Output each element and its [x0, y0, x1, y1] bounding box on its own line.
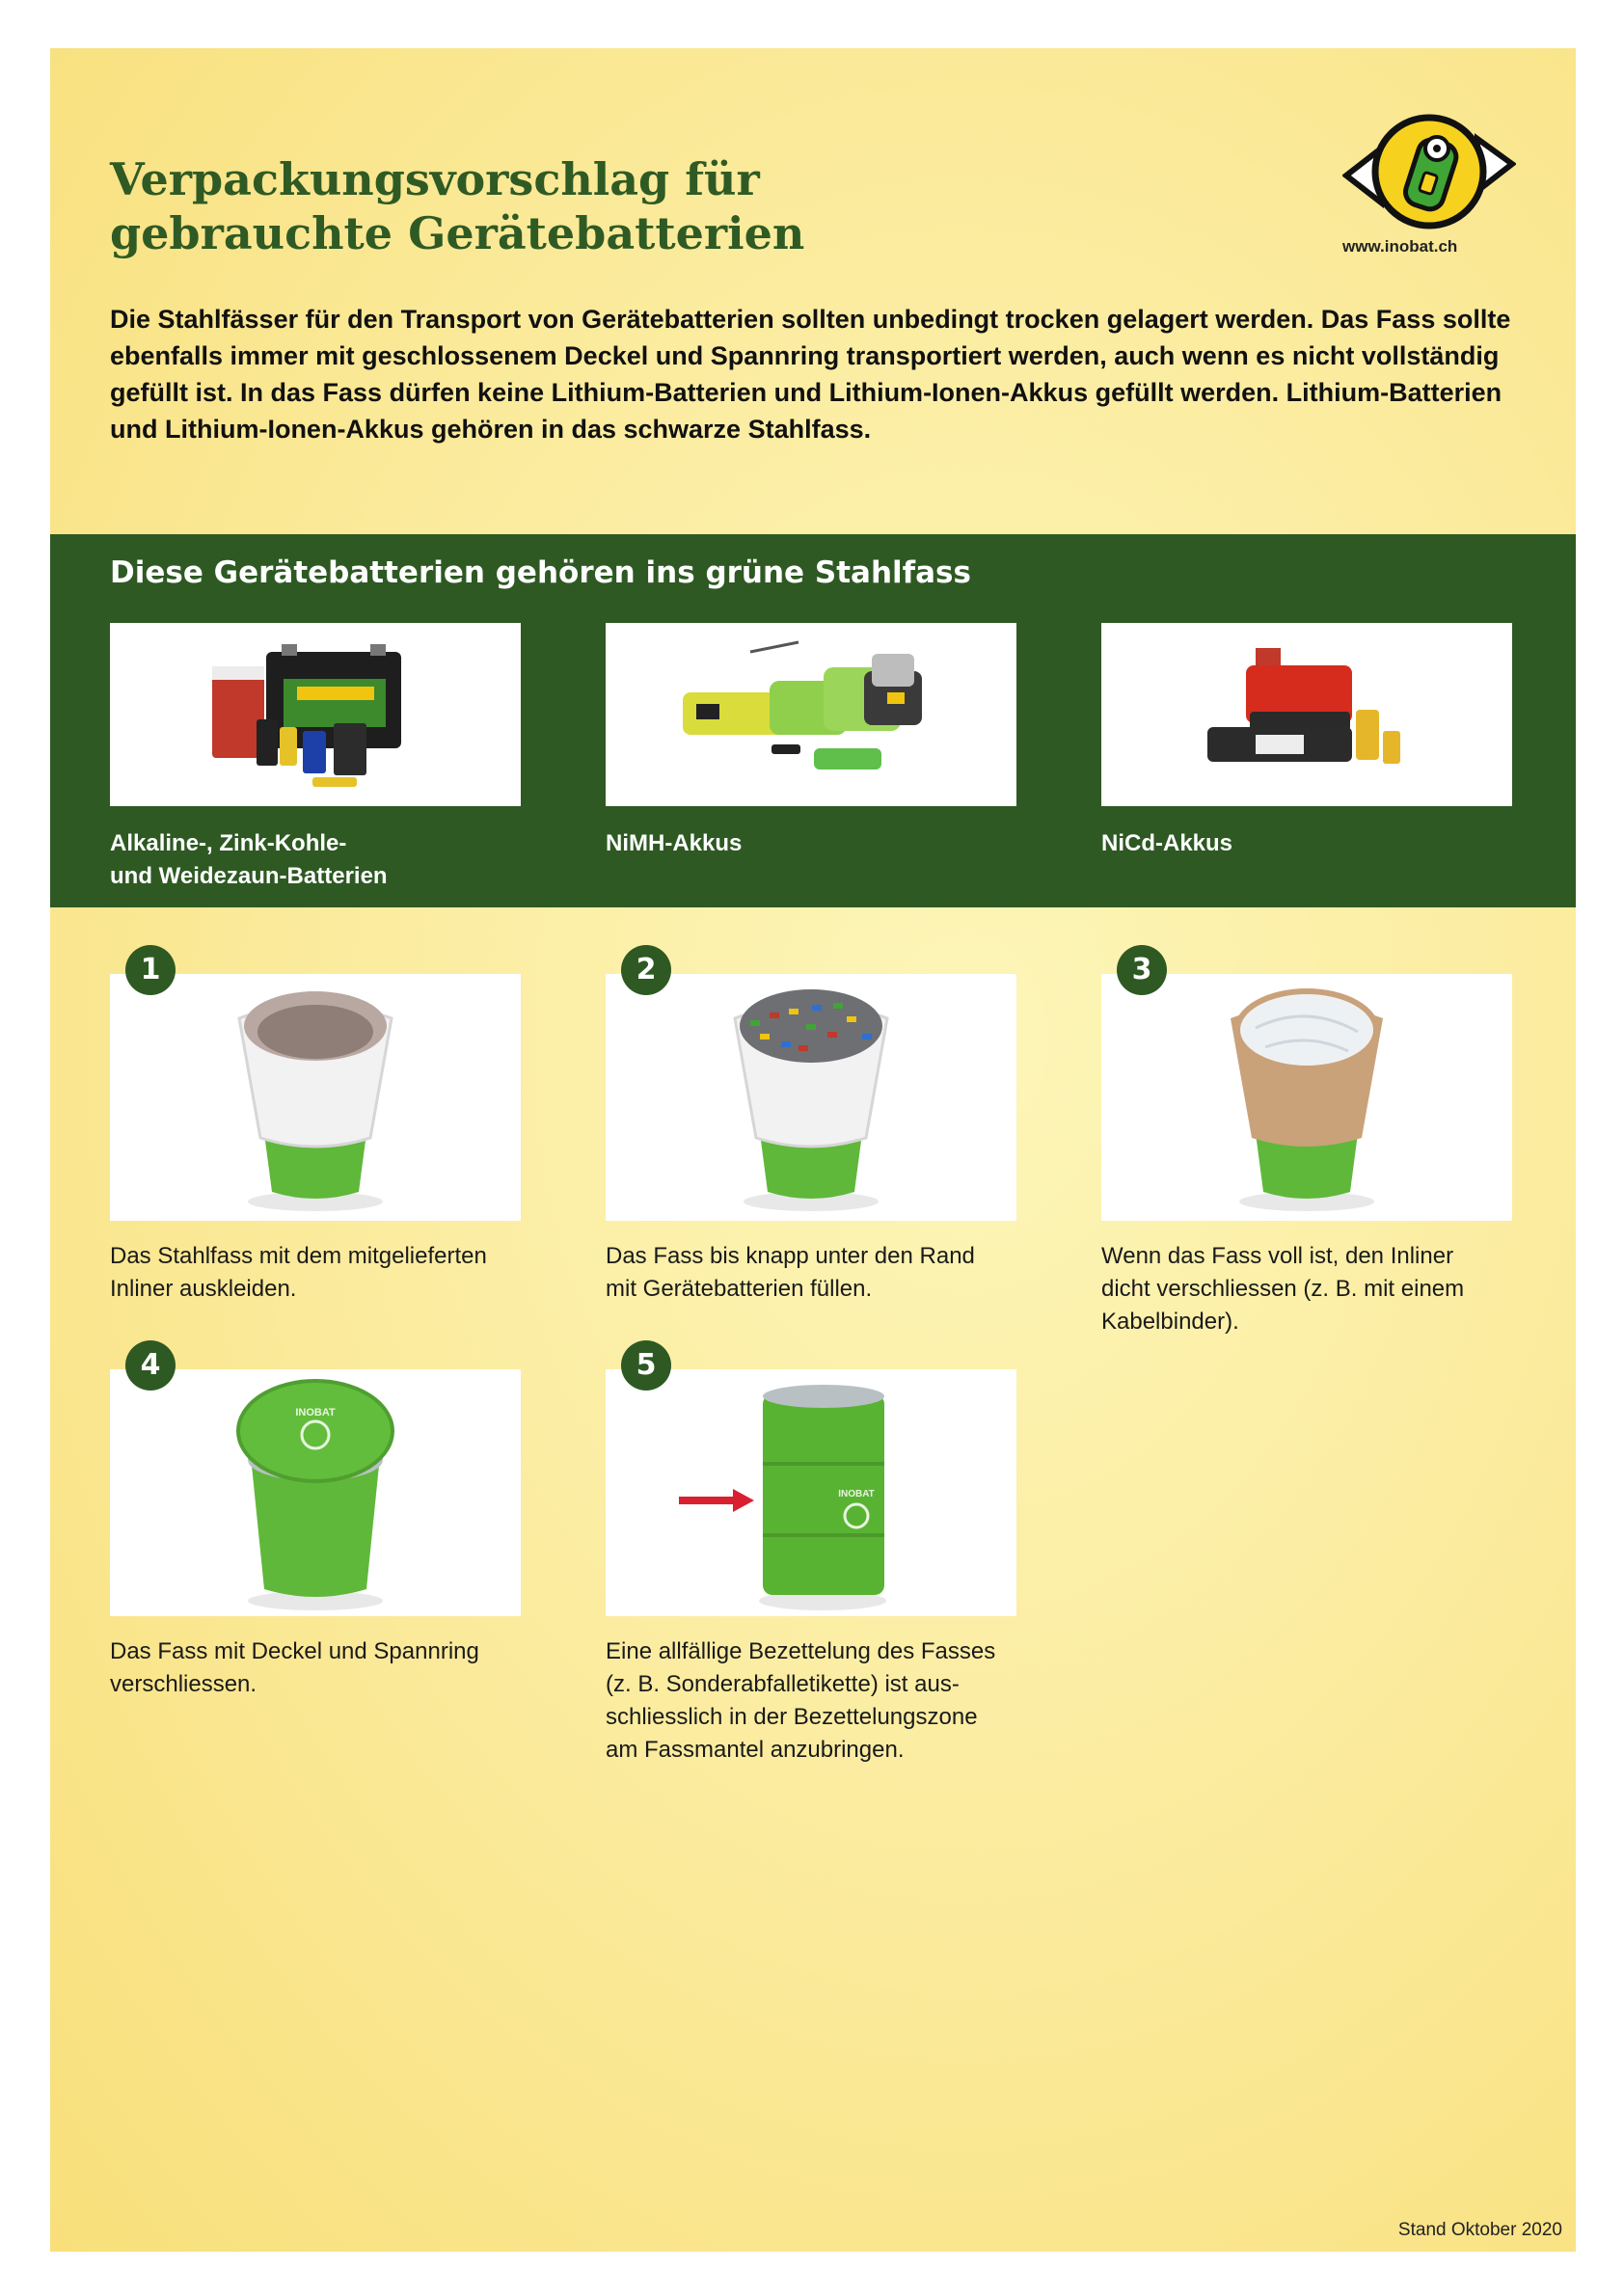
green-band [50, 534, 1576, 907]
nicd-batteries-image [1101, 623, 1512, 806]
step-1-text: Das Stahlfass mit dem mitgelieferten Inliner auskleiden. [110, 1243, 487, 1302]
page-title [110, 152, 978, 260]
nimh-batteries-image [606, 623, 1016, 806]
step-5-barrel-brand: INOBAT [838, 1489, 875, 1499]
step-5-badge: 5 [621, 1340, 671, 1391]
step-2-image [606, 974, 1016, 1221]
inobat-logo [1342, 106, 1516, 241]
intro-text: Die Stahlfässer für den Transport von Gerätebatterien sollten unbedingt trocken gelagert werden. Das Fass sollte ebenfalls immer mit geschlossenem Deckel und Spannring transportiert werden, auch wenn es nicht vollständig gefüllt ist. In das Fass dürfen keine Lithium-Batterien und Lithium-Ionen-Akkus gefüllt werden. Lithium-Batterien und Lithium-Ionen-Akkus gehören in das schwarze Stahlfass. [110, 305, 1511, 444]
title-line-2: gebrauchte Gerätebatterien [110, 207, 805, 259]
alkaline-label: Alkaline-, Zink-Kohle- und Weidezaun-Batterien [110, 830, 388, 889]
step-5-text: Eine allfällige Bezettelung des Fasses (z. B. Sonderabfalletikette) ist aus- schliesslich in der Bezettelungszone am Fassmantel anzubringen. [606, 1638, 996, 1763]
step-1-image [110, 974, 521, 1221]
step-3-text: Wenn das Fass voll ist, den Inliner dicht verschliessen (z. B. mit einem Kabelbinder). [1101, 1243, 1465, 1335]
step-4-barrel-brand: INOBAT [295, 1407, 336, 1418]
step-4-image [110, 1369, 521, 1616]
step-4-badge: 4 [125, 1340, 176, 1391]
title-line-1: Verpackungsvorschlag für [110, 153, 760, 205]
footer-date: Stand Oktober 2020 [1397, 2220, 1562, 2240]
step-3-badge: 3 [1117, 945, 1167, 995]
step-2-badge: 2 [621, 945, 671, 995]
logo-url[interactable]: www.inobat.ch [1342, 237, 1458, 256]
flyer-page [50, 48, 1576, 2252]
step-2-text: Das Fass bis knapp unter den Rand mit Gerätebatterien füllen. [606, 1243, 975, 1302]
nicd-label: NiCd-Akkus [1101, 830, 1233, 856]
step-3-image [1101, 974, 1512, 1221]
band-title: Diese Gerätebatterien gehören ins grüne Stahlfass [110, 555, 971, 590]
alkaline-batteries-image [110, 623, 521, 806]
step-1-badge: 1 [125, 945, 176, 995]
nimh-label: NiMH-Akkus [606, 830, 743, 856]
step-5-image [606, 1369, 1016, 1616]
step-4-text: Das Fass mit Deckel und Spannring verschliessen. [110, 1638, 479, 1697]
